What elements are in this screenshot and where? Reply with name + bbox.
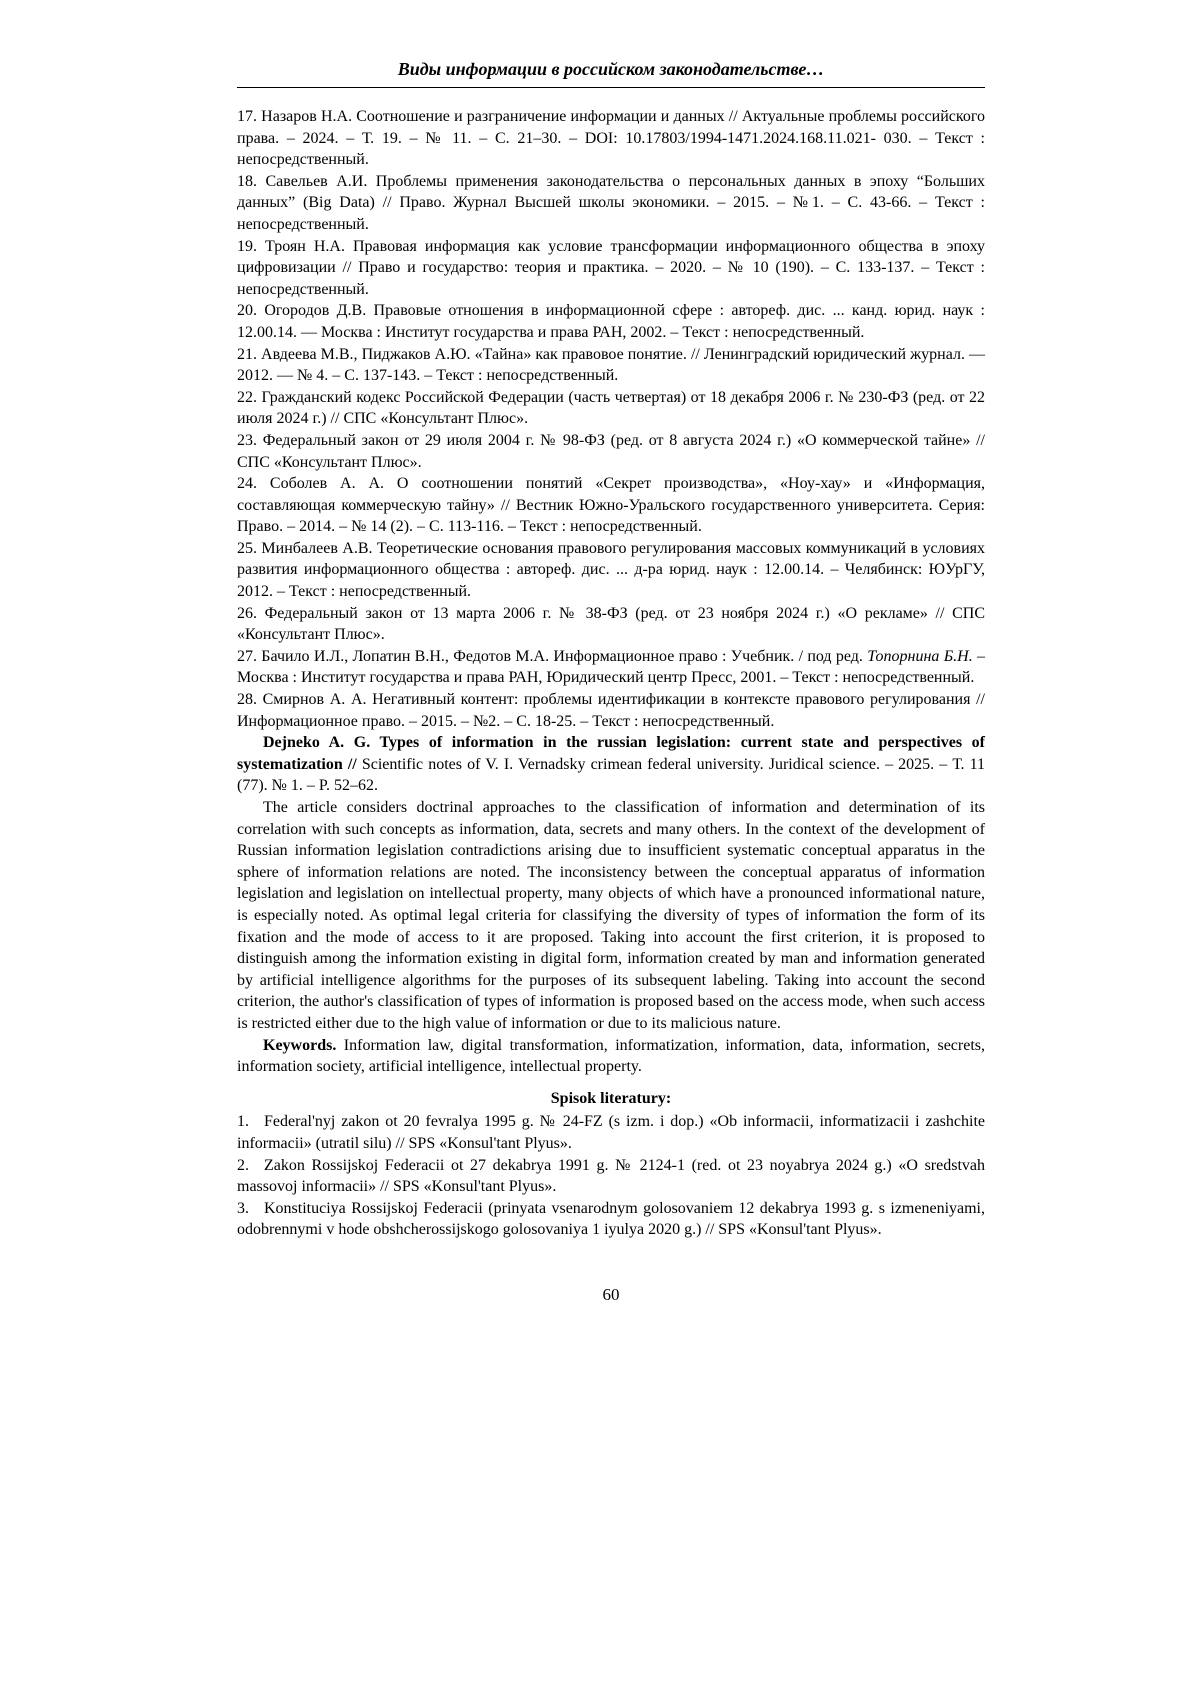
english-citation-source: Scientific notes of V. I. Vernadsky crimean federal university. Juridical science. – 2025. – Т. 11 (77). № 1. – P. 52–62. [237,755,986,795]
reference-22: 22. Гражданский кодекс Российской Федерации (часть четвертая) от 18 декабря 2006 г. № 230-ФЗ (ред. от 22 июля 2024 г.) // СПС «Консультант Плюс». [237,388,985,428]
english-keywords [237,1035,985,1078]
reference-28: 28. Смирнов А. А. Негативный контент: проблемы идентификации в контексте правового регулирования // Информационное право. – 2015. – №2. – С. 18-25. – Текст : непосредственный. [237,691,985,730]
spisok-item-1-number: 1. [237,1113,249,1131]
spisok-item-2-number: 2. [237,1156,249,1174]
keywords-label: Keywords. [263,1036,337,1054]
reference-19: 19. Троян Н.А. Правовая информация как условие трансформации информационного общества в эпоху цифровизации // Право и государство: теория и практика. – 2020. – № 10 (190). – С. 133-137. – Текст : непосредственный. [237,237,985,298]
reference-27-editor-name: Топорнина Б.Н. [867,647,973,665]
english-citation-authors-title: Dejneko A. G. Types of information in the russian legislation: current state and perspectives of systematization // [237,734,985,773]
reference-18: 18. Савельев А.И. Проблемы применения законодательства о персональных данных в эпоху “Больших данных” (Big Data) // Право. Журнал Высшей школы экономики. – 2015. – №1. – С. 43-66. – Текст : непосредственный. [237,172,985,233]
reference-20: 20. Огородов Д.В. Правовые отношения в информационной сфере : автореф. дис. ... канд. юрид. наук : 12.00.14. — Москва : Институт государства и права РАН, 2002. – Текст : непосредственный. [237,302,985,341]
reference-26: 26. Федеральный закон от 13 марта 2006 г. № 38-ФЗ (ред. от 23 ноября 2024 г.) «О рекламе» // СПС «Консультант Плюс». [237,604,985,644]
reference-27 [237,646,985,689]
reference-24: 24. Соболев А. А. О соотношении понятий «Секрет производства», «Ноу-хау» и «Информация, составляющая коммерческую тайну» // Вестник Южно-Уральского государственного университета. Серия: Право. – 2014. – № 14 (2). – С. 113-116. – Текст : непосредственный. [237,475,985,536]
reference-27-tail: – Москва : Институт государства и права РАН, Юридический центр Пресс, 2001. – Текст : непосредственный. [237,647,986,687]
spisok-item-1 [237,1111,985,1154]
spisok-item-3 [237,1198,985,1241]
spisok-item-1-text: Federal'nyj zakon ot 20 fevralya 1995 g. № 24-FZ (s izm. i dop.) «Ob informacii, informatizacii i zashchite informacii» (utratil silu) // SPS «Konsul'tant Plyus». [237,1113,985,1152]
reference-25: 25. Минбалеев А.В. Теоретические основания правового регулирования массовых коммуникаций в условиях развития информационного общества : автореф. дис. ... д-ра юрид. наук : 12.00.14. – Челябинск: ЮУрГУ, 2012. – Текст : непосредственный. [237,539,985,601]
english-citation [237,732,985,797]
english-section [237,732,985,1078]
spisok-section [237,1088,985,1241]
page-number: 60 [602,1284,620,1304]
reference-21: 21. Авдеева М.В., Пиджаков А.Ю. «Тайна» как правовое понятие. // Ленинградский юридический журнал. — 2012. — № 4. – С. 137-143. – Текст : непосредственный. [237,345,985,385]
spisok-item-3-text: Konstituciya Rossijskoj Federacii (prinyata vsenarodnym golosovaniem 12 dekabrya 1993 g. s izmeneniyami, odobrennymi v hode obshcherossijskogo golosovaniya 1 iyulya 2020 g.) // SPS «Konsul'tant Plyus». [237,1199,985,1239]
reference-23: 23. Федеральный закон от 29 июля 2004 г. № 98-ФЗ (ред. от 8 августа 2024 г.) «О коммерческой тайне» // СПС «Консультант Плюс». [237,431,985,471]
spisok-heading: Spisok literatury: [550,1089,672,1107]
english-abstract: The article considers doctrinal approaches to the classification of information and determination of its correlation with such concepts as information, data, secrets and many others. In the context of the development of Russian information legislation contradictions arising due to insufficient systematic conceptual apparatus in the sphere of information relations are noted. The inconsistency between the conceptual apparatus of information legislation and legislation on intellectual property, many objects of which have a pronounced informational nature, is especially noted. As optimal legal criteria for classifying the diversity of types of information the form of its fixation and the mode of access to it are proposed. Taking into account the first criterion, it is proposed to distinguish among the information existing in digital form, information created by man and information generated by artificial intelligence algorithms for the purposes of its subsequent labeling. Taking into account the second criterion, the author's classification of types of information is proposed based on the access mode, when such access is restricted either due to the high value of information or due to its malicious nature. [237,799,985,1032]
references-section [237,106,985,732]
spisok-item-2-text: Zakon Rossijskoj Federacii ot 27 dekabrya 1991 g. № 2124-1 (red. ot 23 noyabrya 2024 g.) «O sredstvah massovoj informacii» // SPS «Konsul'tant Plyus». [237,1156,985,1196]
spisok-item-2 [237,1155,985,1198]
spisok-item-3-number: 3. [237,1199,249,1217]
keywords-text: Information law, digital transformation, informatization, information, data, information, secrets, information society, artificial intelligence, intellectual property. [237,1036,985,1076]
reference-17: 17. Назаров Н.А. Соотношение и разграничение информации и данных // Актуальные проблемы российского права. – 2024. – Т. 19. – № 11. – С. 21–30. – DOI: 10.17803/1994-1471.2024.168.11.021- 030. – Текст : непосредственный. [237,108,985,169]
page-content [237,58,985,1305]
running-title: Виды информации в российском законодательстве… [237,58,985,88]
reference-27-text: 27. Бачило И.Л., Лопатин В.Н., Федотов М.А. Информационное право : Учебник. / под ред. [237,647,868,665]
